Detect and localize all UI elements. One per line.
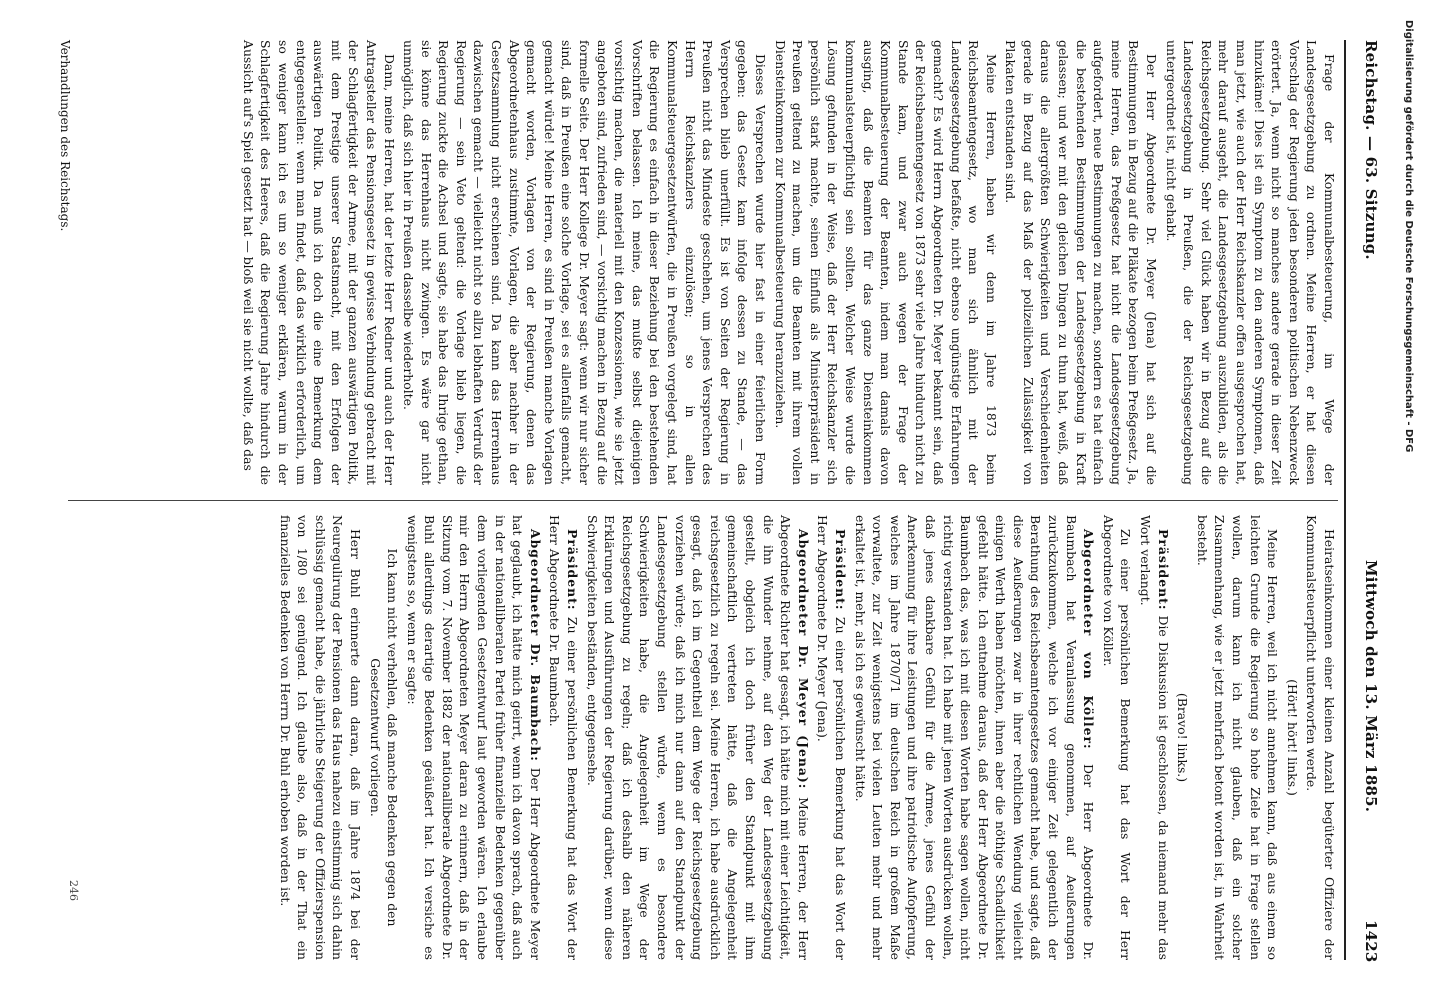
paragraph: Abgeordneter Dr. Baumbach: Der Herr Abgeordnete Meyer hat geglaubt, ich hätte mich geirrt, wenn ich davon sprach, daß auch in der nationalliberalen Partei früher finanzielle Bedenken gegenüber dem vorliegenden Gesetzentwurf laut geworden wären. Ich erlaube mir den Herrn Abgeordneten Meyer daran zu erinnern, daß in der Sitzung vom 7. November 1882 der nationalliberale Abgeordnete Dr. Buhl allerdings derartige Bedenken geäußert hat. Ich versiche es wenigstens so, wenn er sagte:: [404, 515, 543, 961]
speaker-name: Abgeordneter Dr. Meyer (Jena):: [795, 529, 811, 790]
dfg-credit-text: Digitalisierung gefördert durch die Deutsche Forschungsgemeinschaft - DFG: [1403, 20, 1414, 453]
speaker-name: Präsident:: [832, 529, 848, 611]
left-column: [237, 40, 1338, 485]
dfg-side-strip: [1392, 0, 1432, 1000]
header-rule: [1344, 40, 1346, 960]
header-left: Reichstag. — 63. Sitzung.: [1362, 40, 1380, 260]
quotation: Ich kann nicht verhehlen, daß manche Bedenken gegen den Gesetzentwurf vorliegen.: [367, 548, 401, 927]
paragraph: Abgeordneter von Köller: Der Herr Abgeordnete Dr. Baumbach hat Veranlassung genommen, auf Aeußerungen zurückzukommen, welche ich vor einiger Zeit gelegentlich der Berathung des Reichsbeamtengesetzes gemacht habe, und sagte, daß diese Aeußerungen zwar in ihrer rechtlichen Wendung vielleicht einigen Werth haben möchten, ihnen aber die nöthige Schadlichkeit gefehlt hätte. Ich entnehme daraus, daß der Herr Abgeordnete Dr. Baumbach das, was ich mit diesen Worten habe sagen wollen, nicht richtig verstanden hat. Ich habe mit jenen Worten ausdrücken wollen, daß jenes dankbare Gefühl für die Armee, jenes Gefühl der Anerkennung für ihre Leistungen und ihre patriotische Aufopferung, welches im Jahre 1870/71 im deutschen Reich in großem Maße vorwaltete, zur Zeit wenigstens bei vielen Leuten mehr und mehr erkaltet ist, mehr, als ich es gewünscht hätte.: [852, 515, 1097, 960]
speaker-name: Präsident:: [565, 529, 581, 611]
paragraph: Frage der Kommunalbesteuerung, im Wege der Landesgesetzgebung zu ordnen. Meine Herren, er hat diesen Vorschlag der Regierung jeden besonderen politischen Nebenzweck erörtert. Ja, wenn nicht so manches andere gerade in dieser Zeit hinzukäme! Dies ist ein Symptom zu den anderen Symptomen, daß man jetzt, wie auch der Herr Reichskanzler offen ausgesprochen hat, mehr darauf ausgeht, die Landesgesetzgebung auszubilden, als die Reichsgesetzgebung. Sehr viel Glück haben wir in Bezug auf die Landesgesetzgebung in Preußen, die der Reichsgesetzgebung untergeordnet ist, nicht gehabt.: [1163, 40, 1337, 485]
paragraph: Zu einer persönlichen Bemerkung hat das Wort der Herr Abgeordnete von Köller.: [1100, 515, 1134, 960]
page-number: 1423: [1362, 920, 1380, 963]
paragraph: Präsident: Die Diskussion ist geschlossen, da niemand mehr das Wort verlangt.: [1138, 515, 1171, 960]
paragraph: Heiratseinkommen einer kleinen Anzahl begüterter Offiziere der Kommunalsteuerpflicht unterworfen werde.: [1304, 515, 1337, 960]
speaker-name: Abgeordneter von Köller:: [1081, 529, 1097, 750]
column-divider: [68, 500, 1338, 501]
paragraph: Abgeordneter Dr. Meyer (Jena): Meine Herren, der Herr Abgeordnete Richter hat gesagt, ich hätte mich mit einer Leichtigkeit, die ihn Wunder nehme, auf den Weg der Landesgesetzgebung gestellt, obgleich ich doch früher den Standpunkt mit ihm gemeinschaftlich vertreten hätte, daß die Angelegenheit reichsgesetzlich zu regeln sei. Meine Herren, ich habe ausdrücklich gesagt, daß ich im Gegentheil dem Wege der Reichsgesetzgebung vorziehen würde; daß ich mich nur dann auf den Standpunkt der Landesgesetzgebung stellen würde, wenn es besondere Schwierigkeiten habe, die Angelegenheit im Wege der Reichsgesetzgebung zu regeln; daß ich deshalb den näheren Erklärungen und Ausführungen der Regierung darüber, wenn diese Schwierigkeiten beständen, entgegensehe.: [584, 515, 811, 960]
paragraph: Dieses Versprechen wurde hier fast in einer feierlichen Form gegeben: das Gesetz kam infolge dessen zu Stande, — das Versprechen blieb unerfüllt. Es ist von Seiten der Regierung in Preußen nicht das Mindeste geschehen, um jenes Versprechen des Herrn Reichskanzlers einzulösen; so in allen Kommunalsteuergesetzentwürfen, die in Preußen vorgelegt sind, hat die Regierung es einfach in dieser Beziehung bei den bestehenden Vorschriften belassen. Ich meine, das mußte selbst diejenigen vorsichtig machen, die materiell mit den Konzessionen, wie sie jetzt angeboten sind, zufrieden sind, — vorsichtig machen in Bezug auf die formelle Seite. Der Herr Kollege Dr. Meyer sagt: wenn wir nur sicher sind, daß in Preußen eine solche Vorlage, sei es allenfalls gemacht, gemacht würde! Meine Herren, es sind in Preußen manche Vorlagen gemacht worden, Vorlagen von der Regierung, denen das Abgeordnetenhaus zustimmte, Vorlagen, die aber nachher in der Gesetzsammlung nicht erschienen sind. Da kann das Herrenhaus dazwischen gemacht — vielleicht nicht so allzu lebhaften Verdruß der Regierung — sein Veto geltend: die Vorlage blieb liegen, die Regierung zuckte die Achsel und sagte, sie habe das Ihrige gethan, sie könne das Herrenhaus nicht zwingen. Es wäre gar nicht unmöglich, daß sich hier in Preußen dasselbe wiederholte.: [401, 40, 768, 485]
right-column: [274, 515, 1338, 960]
running-header: [1348, 0, 1390, 1000]
speaker-name: Abgeordneter Dr. Baumbach:: [527, 529, 543, 762]
rotated-document-page: [40, 0, 1390, 1000]
paragraph: Meine Herren, haben wir denn im Jahre 1873 beim Reichsbeamtengesetz, wo man sich ähnlich mit der Landesgesetzgebung befaßte, nicht ebenso ungünstige Erfahrungen gemacht? Es wird Herrn Abgeordneten Dr. Meyer bekannt sein, daß der Reichsbeamtengesetz von 1873 sehr viele Jahre hindurch nicht zu Stande kam, und zwar auch wegen der Frage der Kommunalbesteuerung der Beamten, indem man damals davon ausging, daß die Beamten für das ganze Diensteinkommen kommunalsteuerpflichtig sein sollten. Welcher Weise wurde die Lösung gefunden in der Weise, daß der Herr Reichskanzler sich persönlich stark machte, seinen Einfluß als Ministerpräsident in Preußen geltend zu machen, um die Beamten mit ihrem vollen Diensteinkommen zur Kommunalbesteuerung heranzuziehen.: [772, 40, 999, 485]
paragraph: Dann, meine Herren, hat der letzte Herr Redner und auch der Herr Antragsteller das Pensionsgesetz in gewisse Verbindung gebracht mit der Schlagfertigkeit der Armee, mit der ganzen auswärtigen Politik, mit dem Prestige unserer Staatsmacht, mit den Erfolgen der auswärtigen Politik. Da muß ich doch die eine Bemerkung dem entgegenstellen: wenn man findet, daß das wirklich erforderlich, um so weniger kann ich es um so weniger erklären, warum in der Schlagfertigkeit des Heeres, daß die Regierung Jahre hindurch die Aussicht auf's Spiel gesetzt hat — bloß weil sie nicht wollte, daß das: [240, 40, 397, 485]
signature-mark: 246: [67, 880, 80, 901]
interjection: (Bravo! links.): [1175, 692, 1191, 783]
paragraph: Präsident: Zu einer persönlichen Bemerkung hat das Wort der Herr Abgeordnete Dr. Baumbach.: [547, 515, 581, 960]
paragraph: Präsident: Zu einer persönlichen Bemerkung hat das Wort der Herr Abgeordnete Dr. Meyer (Jena).: [815, 515, 848, 960]
paragraph: Der Herr Abgeordnete Dr. Meyer (Jena) hat sich auf die Bestimmungen in Bezug auf die Pläkate bezogen beim Preßgesetz. Ja, meine Herren, das Preßgesetz hat nicht die Landesgesetzgebung aufgefordert, neue Bestimmungen zu machen, sondern es hat einfach die bestehenden Bestimmungen der Landesgesetzgebung in Kraft gelassen; und wer mit den gleichen Dingen zu thun hat, weiß, daß daraus die allergrößten Schwierigkeiten und Verschiedenheiten gerade in Bezug auf das Maß der polizeilichen Zulässigkeit von Plakaten entstanden sind.: [1003, 40, 1160, 485]
header-center: Mittwoch den 13. März 1885.: [1362, 560, 1380, 813]
paragraph: Herr Buhl erinnerte dann daran, daß im Jahre 1874 bei der Neuregulirung der Pensionen das Haus nahezu einstimmig sich dahin schlüssig gemacht habe, die jährliche Steigerung der Offizierspension von 1/80 sei genügend. Ich glaube also, daß in der That ein finanzielles Bedenken von Herrn Dr. Buhl erhoben worden ist.: [277, 515, 363, 960]
interjection: (Hört! hört! links.): [1284, 679, 1300, 796]
left-footer: Verhandlungen des Reichstags.: [58, 40, 72, 232]
paragraph: Meine Herren, weil ich nicht annehmen kann, daß aus einem so leichten Grunde die Regierung so hohe Ziele hat in Frage stellen wollen, darum kann ich nicht glauben, daß ein solcher Zusammenhang, wie er jetzt mehrfach betont worden ist, in Wahrheit besteht.: [1194, 515, 1281, 960]
speaker-name: Präsident:: [1155, 529, 1171, 611]
